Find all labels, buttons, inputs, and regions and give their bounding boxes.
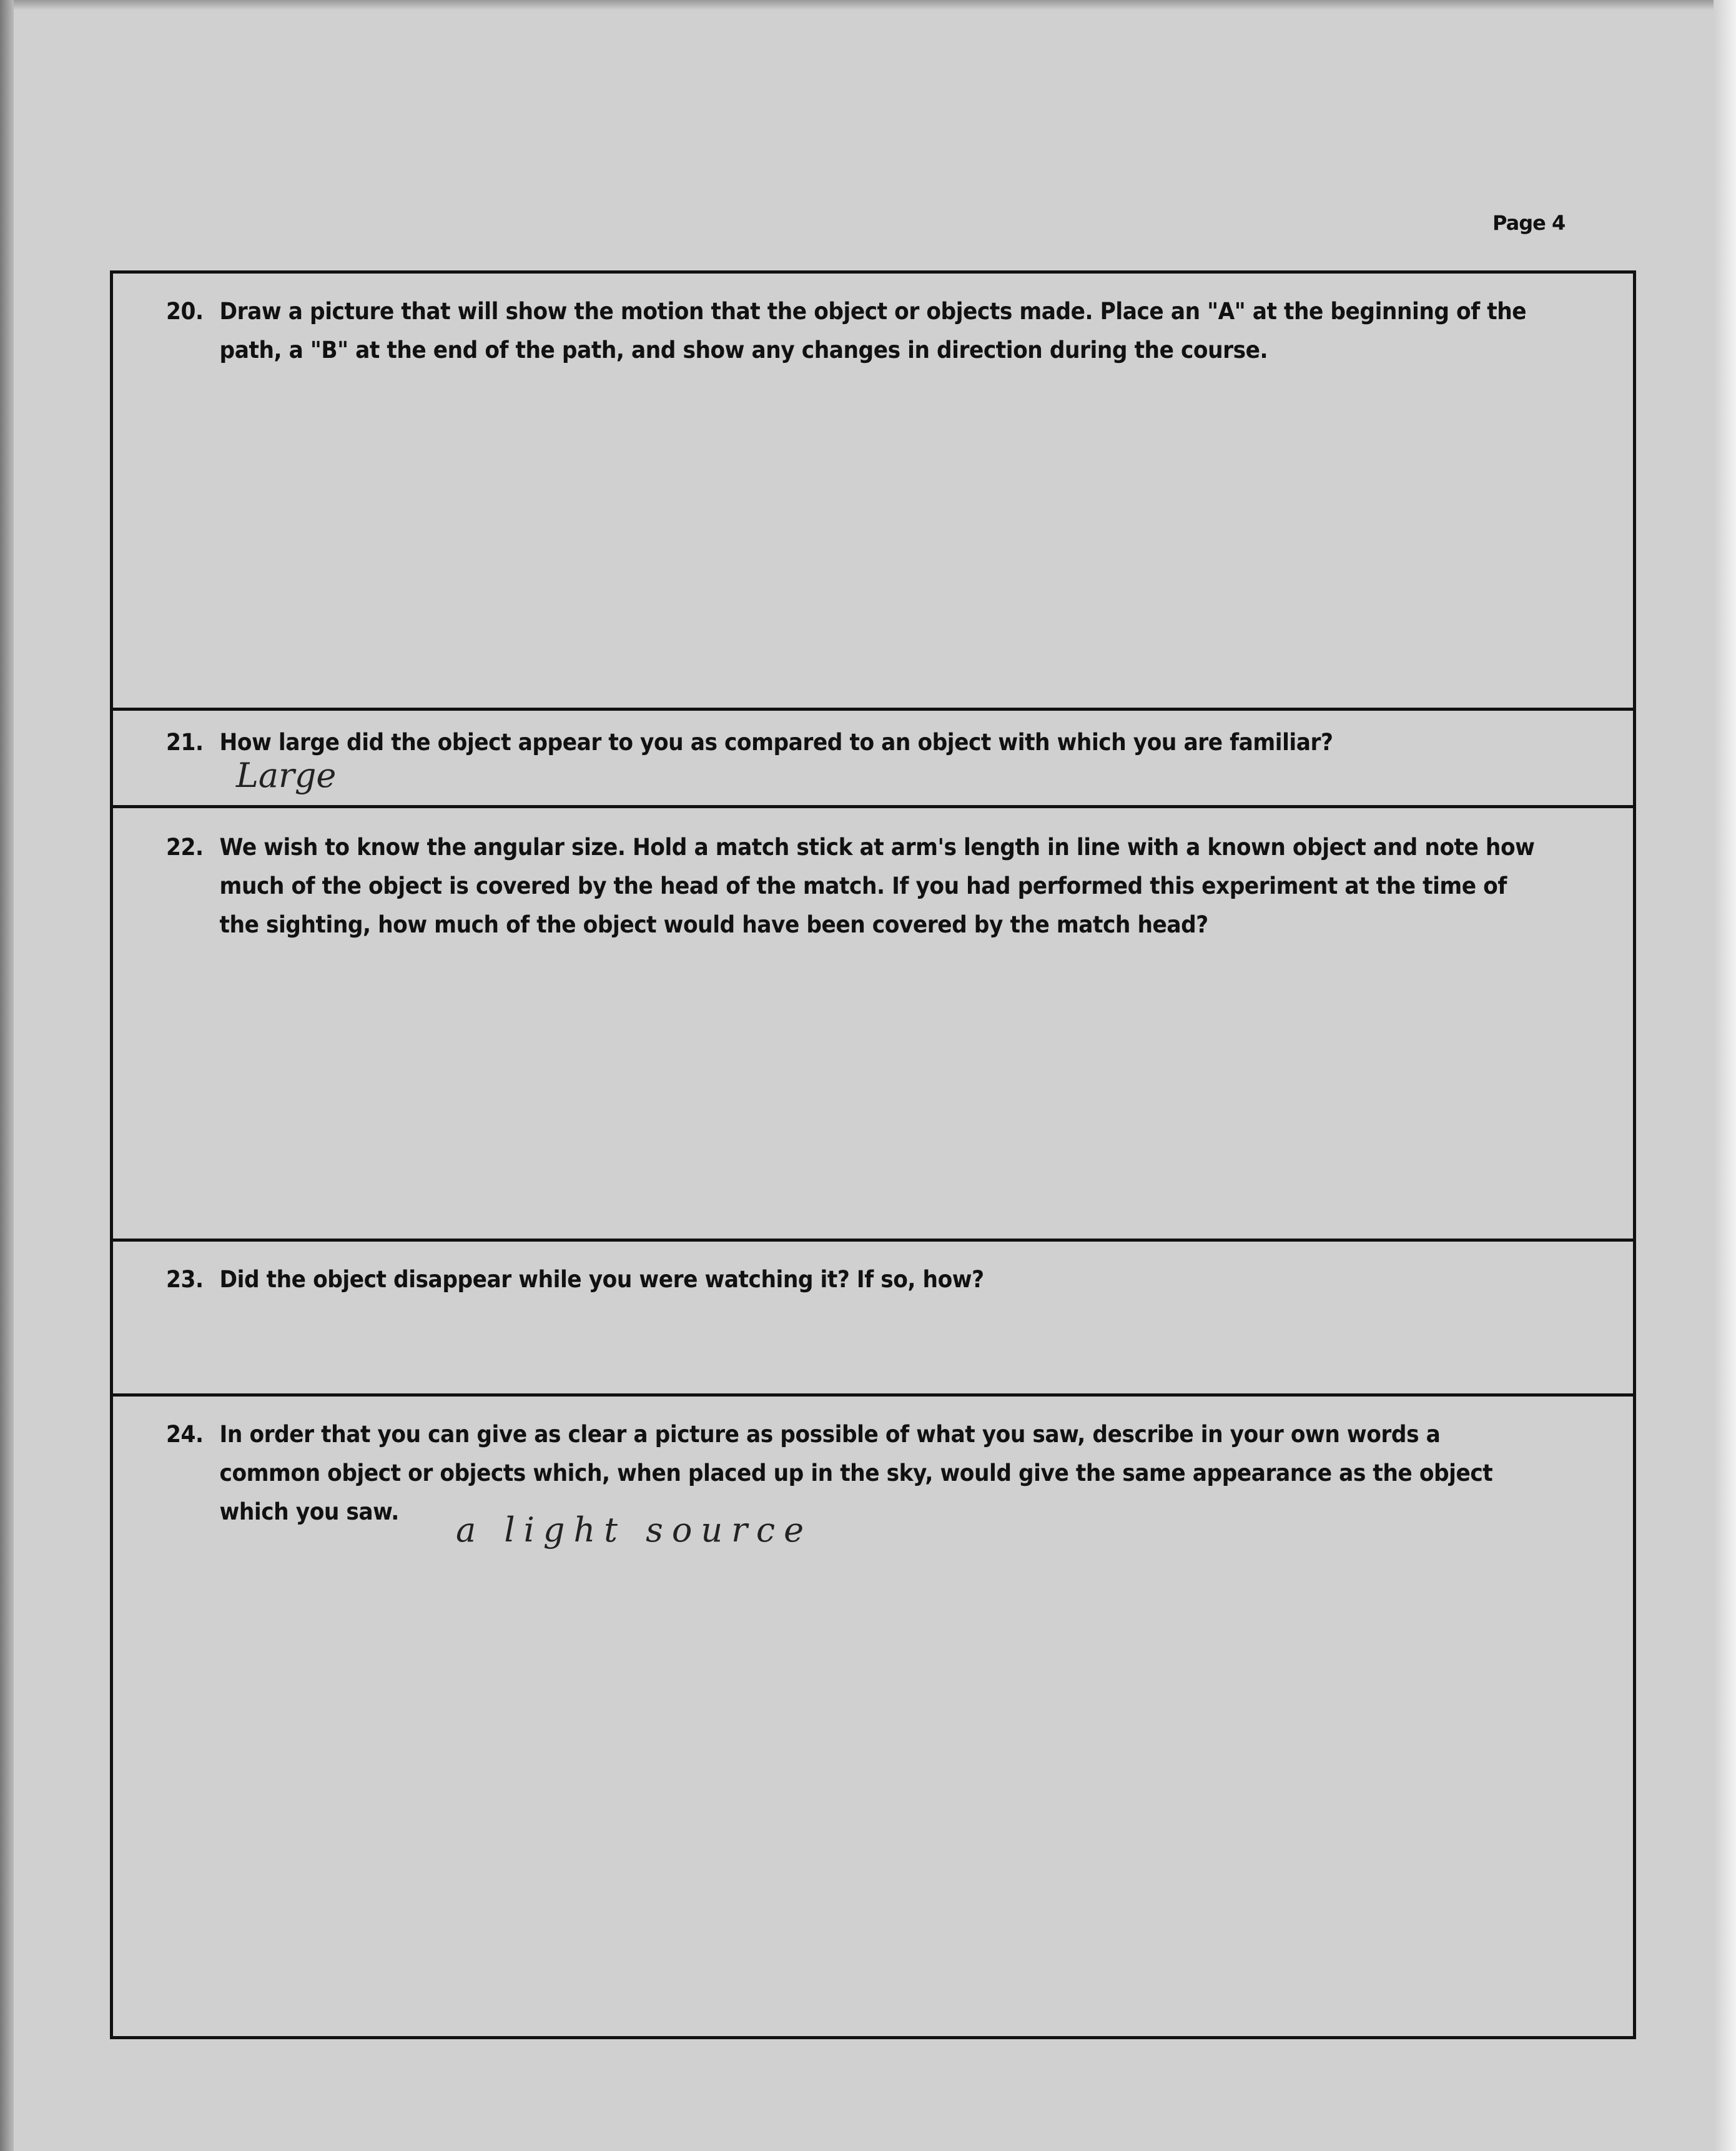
question-text: Draw a picture that will show the motion that the object or objects made. Place an "A" at the beginning of the path, a "B" at the end of the path, and show any changes in direction during the course.	[219, 298, 1527, 363]
divider-23	[110, 1239, 1636, 1242]
question-22	[166, 828, 1544, 944]
question-number: 22.	[166, 834, 204, 861]
scan-edge-right	[1714, 0, 1736, 2151]
question-21	[166, 723, 1544, 762]
divider-22	[110, 805, 1636, 808]
question-text: In order that you can give as clear a picture as possible of what you saw, describe in your own words a common object or objects which, when placed up in the sky, would give the same appearance as the object which you saw.	[219, 1421, 1493, 1525]
divider-21	[110, 708, 1636, 711]
question-23	[166, 1260, 1544, 1299]
question-text: Did the object disappear while you were watching it? If so, how?	[219, 1266, 984, 1293]
scan-edge-top	[0, 0, 1736, 10]
handwritten-answer-24: a light source	[456, 1510, 813, 1550]
form-box	[110, 270, 1636, 2039]
divider-24	[110, 1393, 1636, 1397]
question-number: 24.	[166, 1421, 204, 1448]
question-number: 21.	[166, 729, 204, 756]
scan-edge-left	[0, 0, 14, 2151]
question-number: 20.	[166, 298, 204, 325]
question-20	[166, 292, 1544, 370]
question-text: We wish to know the angular size. Hold a match stick at arm's length in line with a known object and note how much of the object is covered by the head of the match. If you had performed this experiment at the time of the sighting, how much of the object would have been covered by the match head?	[219, 834, 1535, 938]
question-number: 23.	[166, 1266, 204, 1293]
question-text: How large did the object appear to you as compared to an object with which you are familiar?	[219, 729, 1333, 756]
page-number: Page 4	[1492, 211, 1566, 235]
question-24	[166, 1415, 1544, 1531]
handwritten-answer-21: Large	[236, 756, 337, 795]
